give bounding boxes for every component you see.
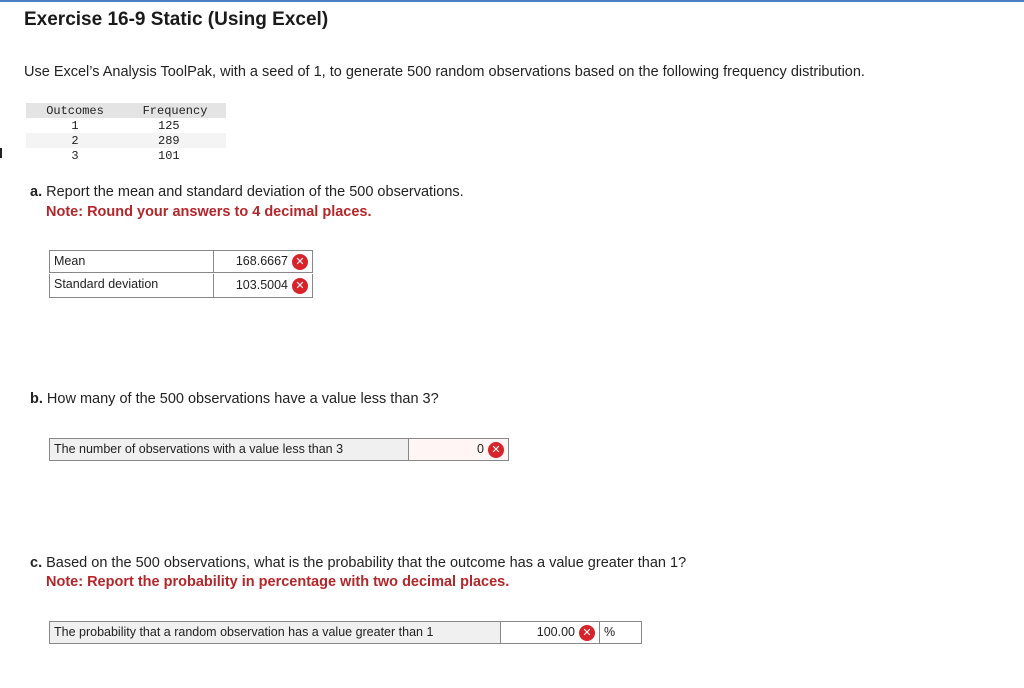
part-c-text: Based on the 500 observations, what is the probability that the outcome has a value greater than 1? (46, 555, 687, 571)
outcome-cell: 3 (71, 148, 79, 163)
probability-row (49, 621, 642, 644)
count-value: 0 (477, 442, 484, 456)
part-b-question (30, 391, 439, 407)
frequency-header: Frequency (124, 103, 226, 118)
mean-input[interactable] (214, 250, 313, 273)
probability-label: The probability that a random observation has a value greater than 1 (49, 621, 501, 644)
incorrect-icon: ✕ (579, 625, 595, 641)
incorrect-icon: ✕ (488, 442, 504, 458)
count-row (49, 438, 509, 461)
frequency-cell: 125 (158, 118, 180, 133)
mean-label: Mean (49, 250, 214, 273)
std-dev-input[interactable] (214, 274, 313, 298)
mean-row (49, 250, 313, 273)
page-title: Exercise 16-9 Static (Using Excel) (24, 9, 329, 30)
top-border (0, 0, 1024, 2)
mean-value: 168.6667 (235, 254, 288, 268)
outcomes-header: Outcomes (26, 103, 124, 118)
table-row (26, 148, 226, 163)
part-a-note: Note: Round your answers to 4 decimal places. (46, 204, 372, 220)
percent-unit: % (600, 621, 642, 644)
probability-input[interactable] (501, 621, 600, 644)
table-row (26, 133, 226, 148)
intro-text: Use Excel’s Analysis ToolPak, with a seed of 1, to generate 500 random observations based on the following frequency distribution. (24, 64, 865, 80)
outcome-cell: 1 (71, 118, 79, 133)
frequency-cell: 289 (124, 133, 226, 148)
incorrect-icon: ✕ (292, 254, 308, 270)
std-dev-row (49, 274, 313, 297)
frequency-table (26, 103, 226, 163)
part-a-question (30, 184, 464, 200)
incorrect-icon: ✕ (292, 278, 308, 294)
part-b-letter: b. (30, 391, 43, 407)
part-b-text: How many of the 500 observations have a value less than 3? (46, 391, 439, 407)
part-c-letter: c. (30, 555, 43, 571)
frequency-cell: 101 (158, 148, 180, 163)
std-dev-label: Standard deviation (49, 274, 214, 298)
part-a-text: Report the mean and standard deviation of the 500 observations. (46, 184, 464, 200)
std-dev-value: 103.5004 (235, 278, 288, 292)
part-c-question (30, 555, 686, 571)
part-a-letter: a. (30, 184, 43, 200)
count-input[interactable] (409, 438, 509, 461)
part-c-note: Note: Report the probability in percentage with two decimal places. (46, 574, 510, 590)
table-row (26, 118, 226, 133)
probability-value: 100.00 (536, 625, 575, 639)
outcome-cell: 2 (26, 133, 124, 148)
count-label: The number of observations with a value less than 3 (49, 438, 409, 461)
left-edge-marker (0, 148, 2, 158)
